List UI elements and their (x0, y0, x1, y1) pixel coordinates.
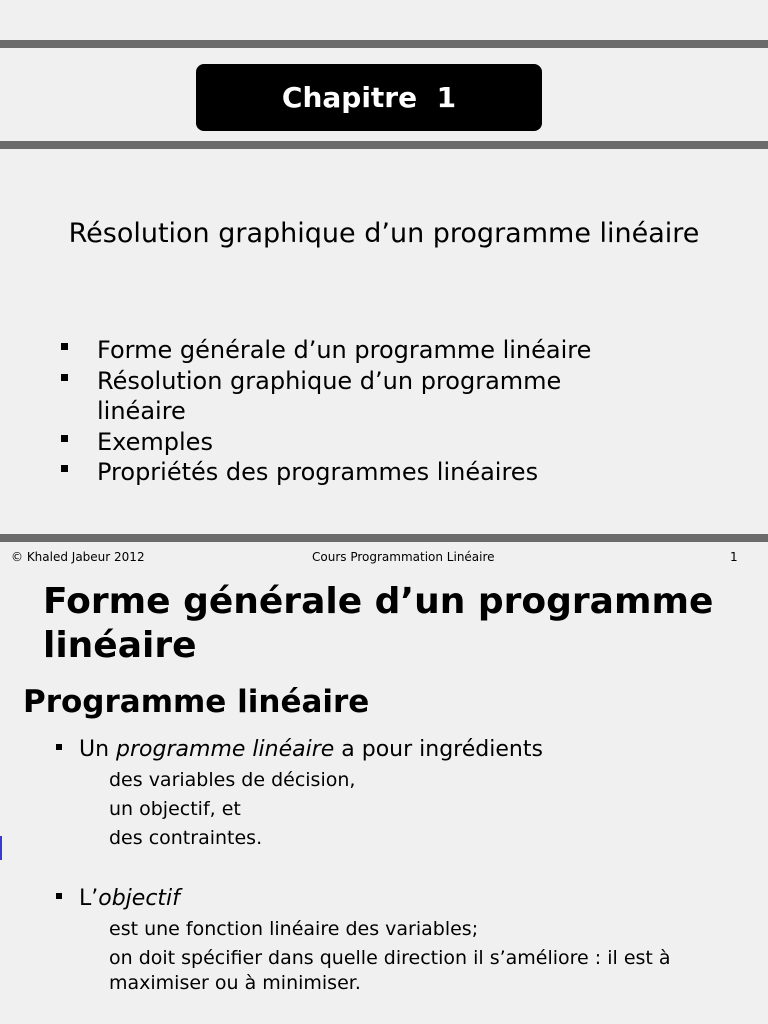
sub-list-objective (109, 917, 729, 1000)
top-rule (0, 40, 768, 48)
footer-course: Cours Programmation Linéaire (312, 550, 495, 564)
bullet-item (79, 885, 180, 913)
toc-item: Exemples (97, 427, 637, 458)
table-of-contents (97, 335, 637, 488)
chapter-subtitle: Résolution graphique d’un programme linéaire (68, 218, 700, 249)
sub-list-ingredients (109, 768, 729, 855)
bullet-emphasis: objectif (98, 886, 180, 911)
footer-page-number: 1 (730, 550, 738, 564)
bullet-text: a pour ingrédients (334, 737, 543, 762)
slide-title: Forme générale d’un programme linéaire (43, 581, 714, 666)
toc-item: Propriétés des programmes linéaires (97, 457, 637, 488)
bullet-list-ingredients (79, 736, 543, 764)
sub-item: est une fonction linéaire des variables; (109, 917, 729, 942)
sub-item: un objectif, et (109, 797, 729, 822)
bullet-emphasis: programme linéaire (116, 737, 335, 762)
bullet-list-objective (79, 885, 180, 913)
bullet-text: Un (79, 737, 117, 762)
section-heading: Programme linéaire (23, 684, 370, 720)
bullet-item (79, 736, 543, 764)
bullet-text: L’ (79, 886, 99, 911)
sub-item: des variables de décision, (109, 768, 729, 793)
chapter-banner (196, 64, 542, 131)
footer-copyright: © Khaled Jabeur 2012 (11, 550, 145, 564)
sub-item: on doit spécifier dans quelle direction il s’améliore : il est à maximiser ou à minimiser. (109, 946, 729, 996)
sub-item: des contraintes. (109, 826, 729, 851)
edge-marker (0, 836, 2, 860)
chapter-label: Chapitre 1 (281, 81, 457, 114)
toc-item: Résolution graphique d’un programme linéaire (97, 366, 637, 427)
slide-divider (0, 534, 768, 542)
toc-item: Forme générale d’un programme linéaire (97, 335, 637, 366)
chapter-rule (0, 141, 768, 149)
